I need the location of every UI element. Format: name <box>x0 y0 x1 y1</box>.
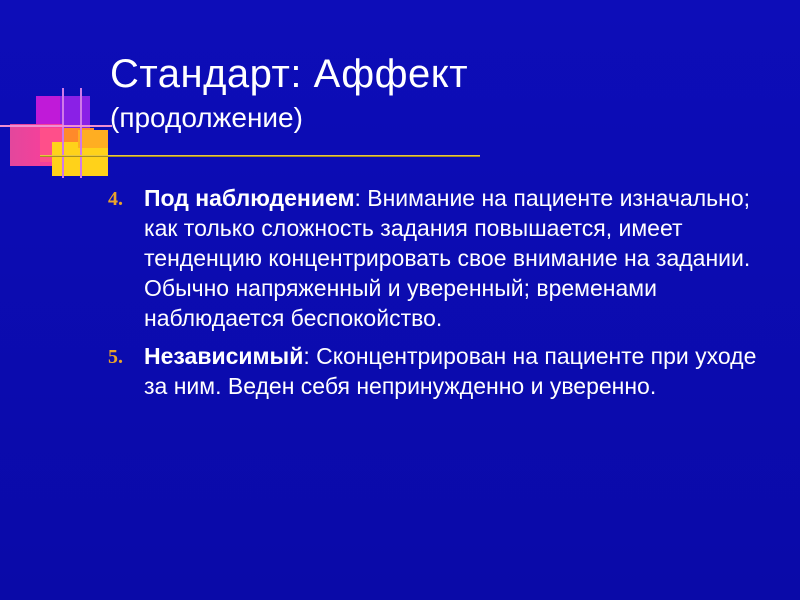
slide-subtitle: (продолжение) <box>110 102 303 133</box>
list-item-text: Сконцентрирован на пациенте при уходе за ним. Веден себя непринужденно и уверенно. <box>144 343 757 399</box>
title-underline-shadow <box>40 156 480 157</box>
list-item-term: Независимый <box>144 343 304 369</box>
list-item <box>108 183 758 333</box>
content-list <box>108 183 758 409</box>
list-item-separator: : <box>354 185 361 211</box>
decorative-vertical-line <box>80 88 82 178</box>
list-item-separator: : <box>303 343 310 369</box>
decorative-horizontal-line <box>0 125 112 127</box>
decorative-square-amber <box>78 130 108 148</box>
list-item-number: 5. <box>108 346 123 368</box>
decorative-vertical-line <box>62 88 64 178</box>
list-item-number: 4. <box>108 188 123 210</box>
list-item <box>108 341 758 401</box>
slide-title: Стандарт: Аффект <box>110 52 469 96</box>
list-item-term: Под наблюдением <box>144 185 355 211</box>
list-item-text: Внимание на пациенте изначально; как только сложность задания повышается, имеет тенденцию концентрировать свое внимание на задании. Обычно напряженный и уверенный; временами наблюдается беспокойство. <box>144 185 751 331</box>
title-block <box>110 52 468 136</box>
